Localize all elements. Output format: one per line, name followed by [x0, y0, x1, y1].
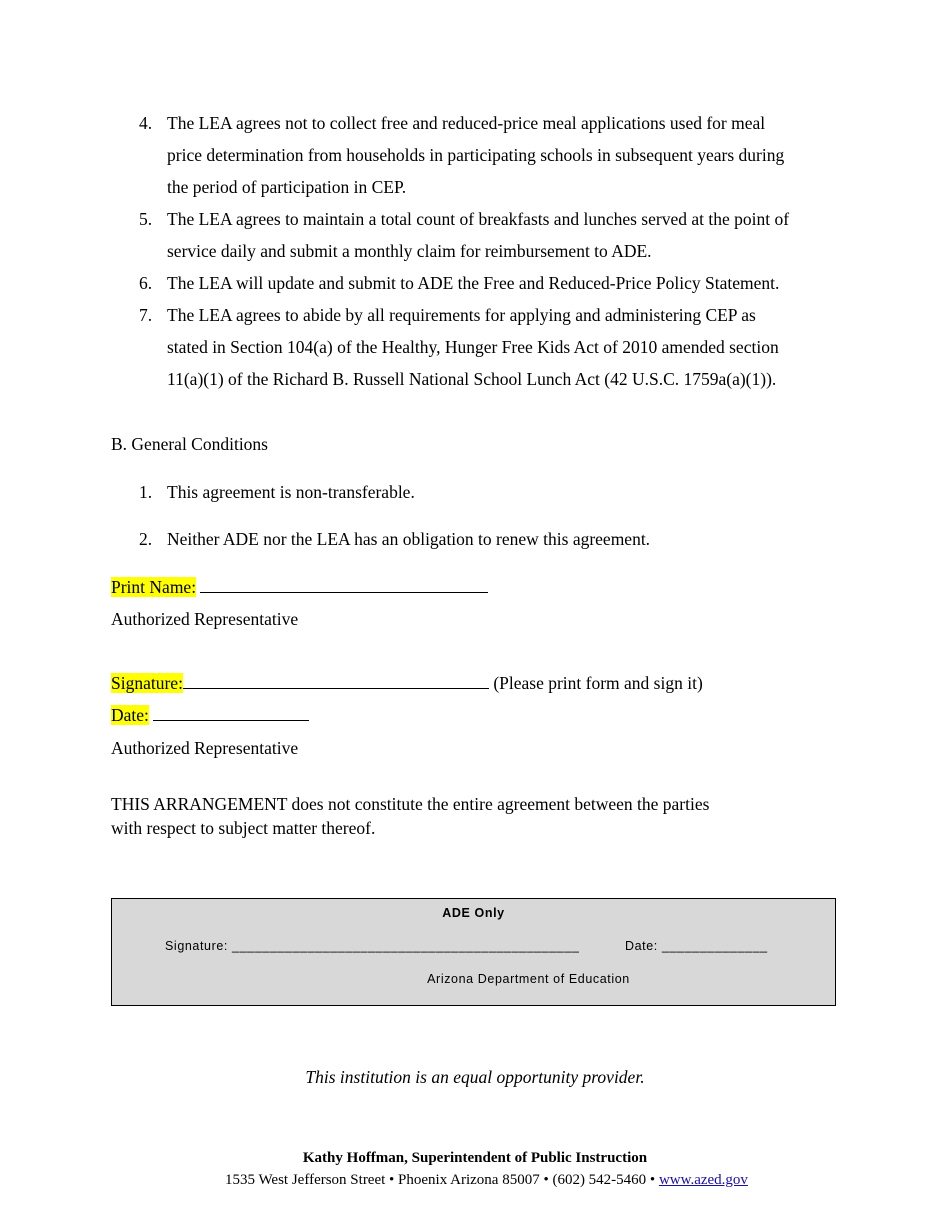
- item-line: price determination from households in participating schools in subsequent years during: [167, 145, 785, 165]
- date-label: Date:: [111, 705, 149, 725]
- item-text: Neither ADE nor the LEA has an obligation to renew this agreement.: [167, 529, 651, 549]
- ade-only-title: ADE Only: [442, 906, 505, 920]
- print-name-label: Print Name:: [111, 577, 197, 597]
- address-text: 1535 West Jefferson Street • Phoenix Arizona 85007 • (602) 542-5460 •: [225, 1172, 659, 1188]
- item-line: The LEA agrees to abide by all requirements for applying and administering CEP as: [167, 305, 756, 325]
- arrangement-lead: THIS ARRANGEMENT: [111, 794, 288, 814]
- section-b-heading: B. General Conditions: [111, 434, 268, 454]
- list-item: [111, 476, 851, 508]
- print-name-field[interactable]: [200, 574, 488, 593]
- ade-date-field: Date: ______________: [625, 939, 768, 953]
- item-number: 7.: [139, 305, 153, 325]
- website-link[interactable]: www.azed.gov: [658, 1172, 748, 1188]
- list-item: [111, 107, 851, 203]
- arrangement-line2: with respect to subject matter thereof.: [111, 818, 376, 838]
- item-number: 1.: [139, 482, 153, 502]
- list-item: [111, 523, 851, 555]
- address-line: [225, 1172, 748, 1189]
- signature-row: [111, 667, 703, 699]
- item-line: the period of participation in CEP.: [167, 177, 407, 197]
- list-item: [111, 203, 851, 267]
- item-line: stated in Section 104(a) of the Healthy, Hunger Free Kids Act of 2010 amended section: [167, 337, 779, 357]
- equal-opportunity-statement: This institution is an equal opportunity provider.: [305, 1067, 645, 1087]
- list-item: [111, 299, 851, 395]
- authorized-representative-label: Authorized Representative: [111, 609, 299, 629]
- signature-label: Signature:: [111, 673, 183, 693]
- item-number: 2.: [139, 529, 153, 549]
- signature-note: (Please print form and sign it): [493, 673, 703, 693]
- item-number: 6.: [139, 273, 153, 293]
- ade-organization: Arizona Department of Education: [427, 972, 630, 986]
- print-name-row: [111, 571, 488, 603]
- item-line: The LEA agrees to maintain a total count of breakfasts and lunches served at the point of: [167, 209, 790, 229]
- item-line: The LEA will update and submit to ADE the Free and Reduced-Price Policy Statement.: [167, 273, 780, 293]
- authorized-representative-label: Authorized Representative: [111, 738, 299, 758]
- ade-only-box: [111, 898, 836, 1006]
- list-item: [111, 267, 851, 299]
- arrangement-paragraph: [111, 792, 709, 840]
- date-field[interactable]: [153, 702, 309, 721]
- section-b-list: [111, 476, 851, 555]
- item-line: The LEA agrees not to collect free and reduced-price meal applications used for meal: [167, 113, 766, 133]
- signature-field[interactable]: [183, 670, 489, 689]
- arrangement-line1: does not constitute the entire agreement between the parties: [287, 794, 710, 814]
- date-row: [111, 699, 309, 731]
- ade-signature-field: Signature: ______________________________________________: [165, 939, 580, 953]
- item-line: 11(a)(1) of the Richard B. Russell National School Lunch Act (42 U.S.C. 1759a(a)(1)).: [167, 369, 777, 389]
- item-line: service daily and submit a monthly claim for reimbursement to ADE.: [167, 241, 652, 261]
- item-number: 5.: [139, 209, 153, 229]
- item-number: 4.: [139, 113, 153, 133]
- item-text: This agreement is non-transferable.: [167, 482, 415, 502]
- section-a-list: [111, 107, 851, 395]
- superintendent-name: Kathy Hoffman, Superintendent of Public Instruction: [302, 1150, 648, 1166]
